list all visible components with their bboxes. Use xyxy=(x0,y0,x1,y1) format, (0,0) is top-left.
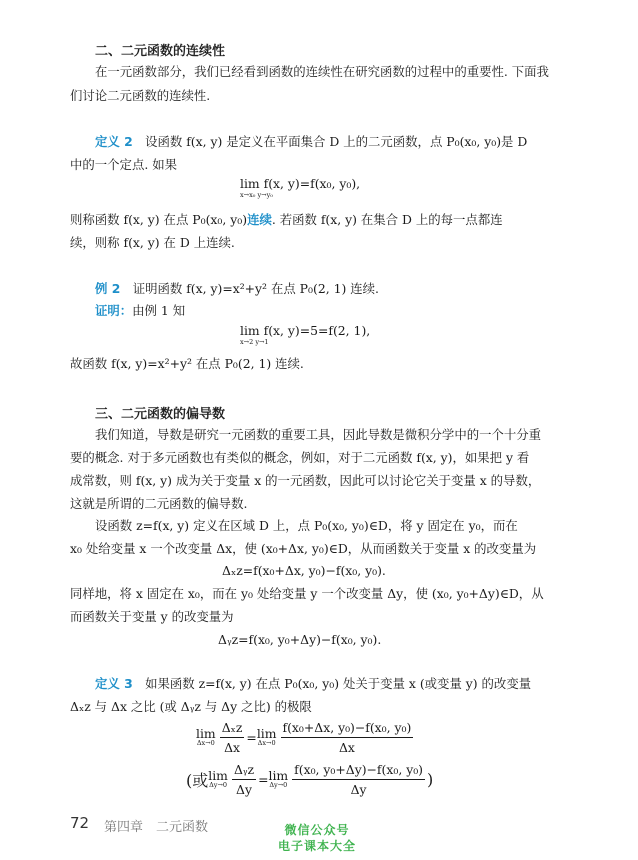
sec3-p1-line-2: 要的概念. 对于多元函数也有类似的概念，例如，对于二元函数 f(x, y)，如果把 y 看 xyxy=(70,450,530,465)
lim-sub-x: Δx→0 xyxy=(196,739,215,748)
definition-2-line-4: 续，则称 f(x, y) 在 D 上连续. xyxy=(70,235,235,250)
definition-2-line-3 xyxy=(70,210,503,230)
formula-delta-x: Δₓz=f(x₀+Δx, y₀)−f(x₀, y₀). xyxy=(222,563,386,578)
example-2-text: 证明函数 f(x, y)=x²+y² 在点 P₀(2, 1) 连续. xyxy=(132,281,379,296)
definition-2-line-1 xyxy=(95,132,527,152)
intro-line-2: 们讨论二元函数的连续性. xyxy=(70,88,211,103)
proof-line xyxy=(95,301,185,321)
sec3-p2-line-1: 设函数 z=f(x, y) 定义在区域 D 上，点 P₀(x₀, y₀)∈D，将 y 固定在 y₀，而在 xyxy=(95,518,518,533)
limit-x-2 xyxy=(256,725,277,748)
limit-x xyxy=(196,725,216,748)
lim-text-y-2: lim xyxy=(268,767,289,783)
definition-3-label: 定义 3 xyxy=(95,676,133,691)
sec3-p1-line-4: 这就是所谓的二元函数的偏导数. xyxy=(70,496,248,511)
term-continuous: 连续 xyxy=(247,212,272,227)
equals-x: = xyxy=(246,730,257,745)
open-paren: (或 xyxy=(186,771,209,790)
equals-y: = xyxy=(258,772,269,787)
sec3-p1-line-3: 成常数，则 f(x, y) 成为关于变量 x 的一元函数，因此可以讨论它关于变量 x 的导数， xyxy=(70,473,541,488)
example-2-conclusion: 故函数 f(x, y)=x²+y² 在点 P₀(2, 1) 连续. xyxy=(70,356,304,371)
close-paren: ) xyxy=(427,770,434,789)
ratio-y xyxy=(232,762,256,797)
limit-y-2 xyxy=(268,767,289,790)
diff-y-den: Δy xyxy=(350,782,367,797)
diff-x-num: f(x₀+Δx, y₀)−f(x₀, y₀) xyxy=(281,720,414,738)
definition-2-formula xyxy=(240,176,360,191)
sec3-p3-line-2: 而函数关于变量 y 的改变量为 xyxy=(70,609,234,624)
definition-2-formula-sub: x→x₀ y→y₀ xyxy=(240,191,273,199)
ratio-x-den: Δx xyxy=(224,740,241,755)
formula-delta-y: Δᵧz=f(x₀, y₀+Δy)−f(x₀, y₀). xyxy=(218,632,382,647)
lim-text-x-2: lim xyxy=(256,725,277,741)
intro-line-1: 在一元函数部分，我们已经看到函数的连续性在研究函数的过程中的重要性. 下面我 xyxy=(95,64,549,79)
page-number: 72 xyxy=(70,814,90,832)
sec3-p2-line-2: x₀ 处给变量 x 一个改变量 Δx，使 (x₀+Δx, y₀)∈D，从而函数关于变量 x 的改变量为 xyxy=(70,541,537,556)
sec3-p1-line-1: 我们知道，导数是研究一元函数的重要工具，因此导数是微积分学中的一个十分重 xyxy=(95,427,542,442)
definition-3-text: 如果函数 z=f(x, y) 在点 P₀(x₀, y₀) 处关于变量 x (或变量 y) 的改变量 xyxy=(145,676,532,691)
lim-text-x: lim xyxy=(196,725,216,741)
ratio-x-num: Δₓz xyxy=(220,720,245,738)
example-2-label: 例 2 xyxy=(95,281,121,296)
limit-y xyxy=(208,767,228,790)
lim-sub-y: Δy→0 xyxy=(209,781,228,790)
proof-label: 证明： xyxy=(95,303,133,318)
sec3-p3-line-1: 同样地，将 x 固定在 x₀，而在 y₀ 处给变量 y 一个改变量 Δy，使 (x₀, y₀+Δy)∈D，从 xyxy=(70,586,544,601)
definition-2-label: 定义 2 xyxy=(95,134,133,149)
definition-3-line-2: Δₓz 与 Δx 之比 (或 Δᵧz 与 Δy 之比) 的极限 xyxy=(70,699,312,714)
lim-sub-y-2: Δy→0 xyxy=(269,781,288,790)
chapter-label: 第四章 二元函数 xyxy=(104,820,209,835)
difference-quotient-x xyxy=(281,720,414,755)
definition-2-line-2: 中的一个定点. 如果 xyxy=(70,157,178,172)
diff-y-num: f(x₀, y₀+Δy)−f(x₀, y₀) xyxy=(292,762,425,780)
definition-3-line-1 xyxy=(95,674,531,694)
section-title-partial-derivative: 三、二元函数的偏导数 xyxy=(95,407,226,422)
formula-partial-x xyxy=(196,720,415,755)
ratio-x xyxy=(220,720,245,755)
definition-2-line-3b: . 若函数 f(x, y) 在集合 D 上的每一点都连 xyxy=(271,212,503,227)
lim-text-y: lim xyxy=(208,767,228,783)
example-2-formula-sub: x→2 y→1 xyxy=(240,338,269,346)
definition-2-formula-text: lim f(x, y)=f(x₀, y₀), xyxy=(240,176,361,191)
definition-2-line-3a: 则称函数 f(x, y) 在点 P₀(x₀, y₀) xyxy=(70,212,248,227)
watermark-line-1: 微信公众号 xyxy=(284,823,350,837)
watermark xyxy=(262,822,372,854)
difference-quotient-y xyxy=(292,762,425,797)
example-2-line xyxy=(95,279,379,299)
diff-x-den: Δx xyxy=(338,740,355,755)
proof-text: 由例 1 知 xyxy=(132,303,186,318)
ratio-y-num: Δᵧz xyxy=(232,762,256,780)
lim-sub-x-2: Δx→0 xyxy=(257,739,276,748)
watermark-line-2: 电子课本大全 xyxy=(277,839,356,853)
formula-partial-y xyxy=(186,762,433,797)
definition-2-text: 设函数 f(x, y) 是定义在平面集合 D 上的二元函数，点 P₀(x₀, y₀)是 D xyxy=(145,134,528,149)
section-title-continuity: 二、二元函数的连续性 xyxy=(95,44,226,59)
example-2-formula: lim f(x, y)=5=f(2, 1), xyxy=(240,323,371,338)
ratio-y-den: Δy xyxy=(236,782,252,797)
